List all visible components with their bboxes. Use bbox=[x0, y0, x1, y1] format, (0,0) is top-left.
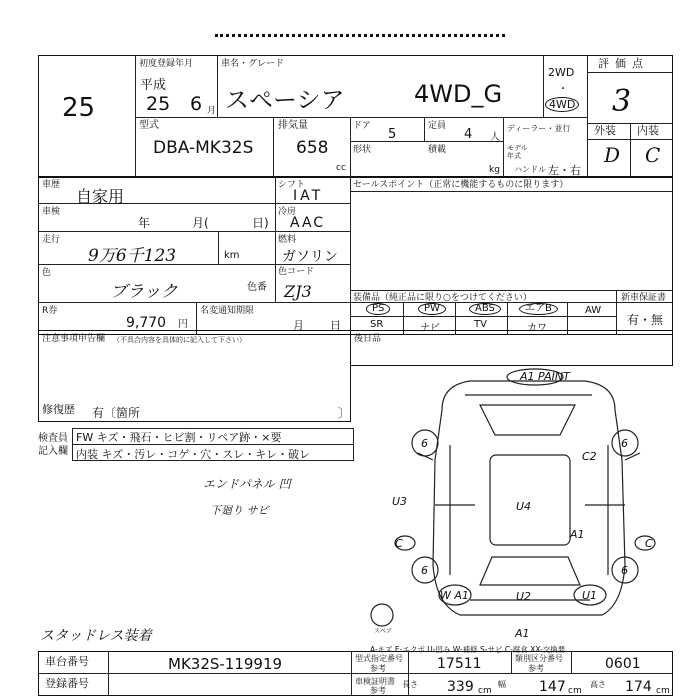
equip-sr: SR bbox=[370, 319, 384, 330]
expiry-day: 日 bbox=[330, 319, 341, 332]
length-unit: cm bbox=[478, 686, 492, 696]
exterior-label: 外装 bbox=[594, 124, 616, 137]
header-fragment bbox=[215, 34, 505, 43]
car-grade: 4WD_G bbox=[414, 80, 503, 108]
mark-c-right: C bbox=[645, 537, 653, 550]
mark-tire-rr: 6 bbox=[621, 564, 628, 577]
score-value: 3 bbox=[612, 84, 632, 119]
stud-note: スタッドレス装着 bbox=[40, 628, 152, 644]
history-label: 車歴 bbox=[42, 180, 61, 190]
car-diagram bbox=[370, 365, 695, 650]
mark-w-a1: W A1 bbox=[440, 589, 469, 602]
equip-pw: PW bbox=[418, 303, 446, 315]
shift-value: IAT bbox=[293, 188, 324, 204]
chassis-value: MK32S-119919 bbox=[168, 655, 283, 673]
mark-u3: U3 bbox=[392, 495, 408, 508]
fuel-value: ガソリン bbox=[282, 249, 338, 265]
drive-dot: ・ bbox=[558, 84, 568, 95]
sales-point-label: セールスポイント（正常に機能するものに限ります） bbox=[353, 180, 569, 190]
color-label: 色 bbox=[42, 268, 52, 278]
registration-year: 25 bbox=[146, 93, 171, 115]
spare-tire bbox=[371, 604, 393, 626]
category-sub: 参考 bbox=[528, 664, 544, 673]
mark-u1: U1 bbox=[582, 589, 598, 602]
handle-label: ハンドル bbox=[514, 165, 546, 174]
aircon-value: AAC bbox=[290, 215, 326, 231]
displacement-unit: cc bbox=[336, 163, 346, 173]
car-rear-window bbox=[480, 557, 580, 585]
mark-a1-bottom: A1 bbox=[515, 627, 530, 640]
registration-era: 平成 bbox=[140, 78, 167, 93]
equip-aw: AW bbox=[585, 305, 602, 316]
type-designation-sub: 参考 bbox=[370, 664, 386, 673]
recycle-unit: 円 bbox=[178, 319, 188, 330]
handle-value: 左・右 bbox=[548, 164, 581, 177]
interior-legend: 内装 キズ・汚レ・コゲ・穴・スレ・キレ・破レ bbox=[76, 448, 311, 461]
drive-4wd: 4WD bbox=[545, 97, 579, 112]
notes-sub: （不具合内容を具体的に記入して下さい） bbox=[113, 336, 246, 344]
exterior-score: D bbox=[604, 143, 621, 167]
width-value: 147 bbox=[539, 679, 566, 695]
mark-c-left: C bbox=[395, 537, 403, 550]
notes-label: 注意事項申告欄 bbox=[42, 334, 106, 344]
dealer-label: ディーラー・並行 bbox=[507, 124, 571, 133]
length-sub: 参考 bbox=[370, 686, 386, 695]
interior-label: 内装 bbox=[637, 124, 659, 137]
height-unit: cm bbox=[656, 686, 670, 696]
aftermarket-box bbox=[350, 330, 673, 366]
interior-score: C bbox=[645, 143, 661, 167]
length-value: 339 bbox=[447, 679, 474, 695]
mark-c2: C2 bbox=[582, 450, 597, 463]
score-label: 評価点 bbox=[598, 57, 649, 70]
color-code-label: 色コード bbox=[278, 267, 315, 277]
height-value: 174 bbox=[625, 679, 652, 695]
drive-2wd: 2WD bbox=[548, 66, 575, 79]
history-value: 自家用 bbox=[76, 187, 125, 206]
category-value: 0601 bbox=[605, 656, 641, 672]
height-label: 高さ bbox=[590, 680, 606, 689]
spare-label: スペア bbox=[374, 628, 393, 635]
load-label: 積載 bbox=[428, 145, 447, 155]
expiry-month: 月 bbox=[293, 319, 304, 332]
mark-tire-fl: 6 bbox=[421, 437, 428, 450]
car-body-outline bbox=[433, 381, 625, 615]
category-label: 類別区分番号 bbox=[515, 654, 563, 663]
car-name-label: 車名・グレード bbox=[221, 59, 285, 69]
color-code: ZJ3 bbox=[284, 282, 312, 301]
equip-leather: カワ bbox=[527, 323, 547, 334]
mark-u2: U2 bbox=[516, 590, 532, 603]
length-label: 車検証明書 bbox=[355, 677, 395, 686]
recycle-value: 9,770 bbox=[126, 315, 167, 331]
shift-label: シフト bbox=[278, 180, 306, 190]
lot-number: 25 bbox=[62, 93, 96, 123]
type-designation-value: 17511 bbox=[437, 656, 482, 672]
mark-a1-paint: A1 PAINT bbox=[520, 370, 570, 383]
capacity-label: 定員 bbox=[428, 121, 447, 131]
aftermarket-label: 後日品 bbox=[354, 334, 382, 344]
length-label2: 長さ bbox=[402, 680, 418, 689]
displacement-value: 658 bbox=[296, 138, 329, 158]
mark-a1: A1 bbox=[570, 528, 585, 541]
mileage-unit: km bbox=[224, 250, 240, 261]
equip-navi: ナビ bbox=[420, 323, 440, 334]
color-value: ブラック bbox=[110, 282, 178, 302]
registration-month-unit: 月 bbox=[207, 106, 217, 116]
inspector-note-1: エンドパネル 凹 bbox=[203, 477, 291, 491]
color-no-label: 色番 bbox=[247, 282, 267, 293]
expiry-label: 名変通知期限 bbox=[200, 306, 255, 316]
aircon-label: 冷房 bbox=[278, 207, 297, 217]
car-windshield bbox=[480, 405, 575, 435]
chassis-label: 車台番号 bbox=[45, 655, 89, 668]
inspection-year: 年 bbox=[138, 216, 151, 230]
capacity-value: 4 bbox=[464, 127, 473, 142]
car-name: スペーシア bbox=[225, 86, 345, 114]
repair-label: 修復歴 bbox=[42, 403, 75, 416]
recycle-label: R券 bbox=[42, 306, 58, 316]
model-label: 型式 bbox=[139, 120, 159, 131]
repair-value: 有〔箇所 bbox=[92, 406, 141, 420]
type-designation-label: 型式指定番号 bbox=[355, 654, 403, 663]
top-section bbox=[38, 55, 673, 177]
mileage-label: 走行 bbox=[42, 235, 61, 245]
doors-label: ドア bbox=[353, 121, 371, 131]
inspection-day: 日) bbox=[252, 216, 269, 230]
registration-label: 初度登録年月 bbox=[139, 59, 194, 69]
model-value: DBA-MK32S bbox=[153, 138, 254, 158]
mileage-value: 9万6千123 bbox=[88, 246, 177, 266]
displacement-label: 排気量 bbox=[278, 120, 308, 131]
doors-value: 5 bbox=[388, 127, 397, 142]
warranty-value: 有・無 bbox=[627, 313, 664, 327]
capacity-unit: 人 bbox=[490, 132, 500, 143]
equip-abs: ABS bbox=[469, 303, 501, 315]
damage-legend: A-キズ E-エクボ U-凹み W-補修 S-サビ C-腐食 XX-交換要 bbox=[370, 645, 566, 654]
model-year-label: モデル 年式 bbox=[507, 144, 528, 160]
inspector-label: 検査員 bbox=[38, 433, 68, 444]
width-unit: cm bbox=[568, 686, 582, 696]
inspector-note-2: 下廻り サビ bbox=[210, 504, 269, 517]
mark-tire-rl: 6 bbox=[421, 564, 428, 577]
equipment-label: 装備品（純正品に限り○をつけてください） bbox=[353, 293, 532, 303]
shape-label: 形状 bbox=[353, 145, 372, 155]
exterior-legend: FW キズ・飛石・ヒビ割・リペア跡・×要 bbox=[76, 431, 282, 444]
warranty-label: 新車保証書 bbox=[621, 293, 667, 303]
inspection-month: 月( bbox=[192, 216, 209, 230]
inspection-label: 車検 bbox=[42, 207, 61, 217]
repair-close: 〕 bbox=[338, 406, 351, 420]
equip-ps: PS bbox=[366, 303, 390, 315]
equip-airbag: エアB bbox=[519, 303, 558, 315]
equip-tv: TV bbox=[474, 319, 487, 330]
registration-month: 6 bbox=[190, 93, 203, 115]
width-label: 幅 bbox=[498, 680, 506, 689]
mark-tire-fr: 6 bbox=[621, 437, 628, 450]
entry-label: 記入欄 bbox=[38, 446, 68, 457]
load-unit: kg bbox=[489, 165, 500, 175]
fuel-label: 燃料 bbox=[278, 235, 297, 245]
mark-u4: U4 bbox=[516, 500, 532, 513]
reg-number-label: 登録番号 bbox=[45, 677, 89, 690]
